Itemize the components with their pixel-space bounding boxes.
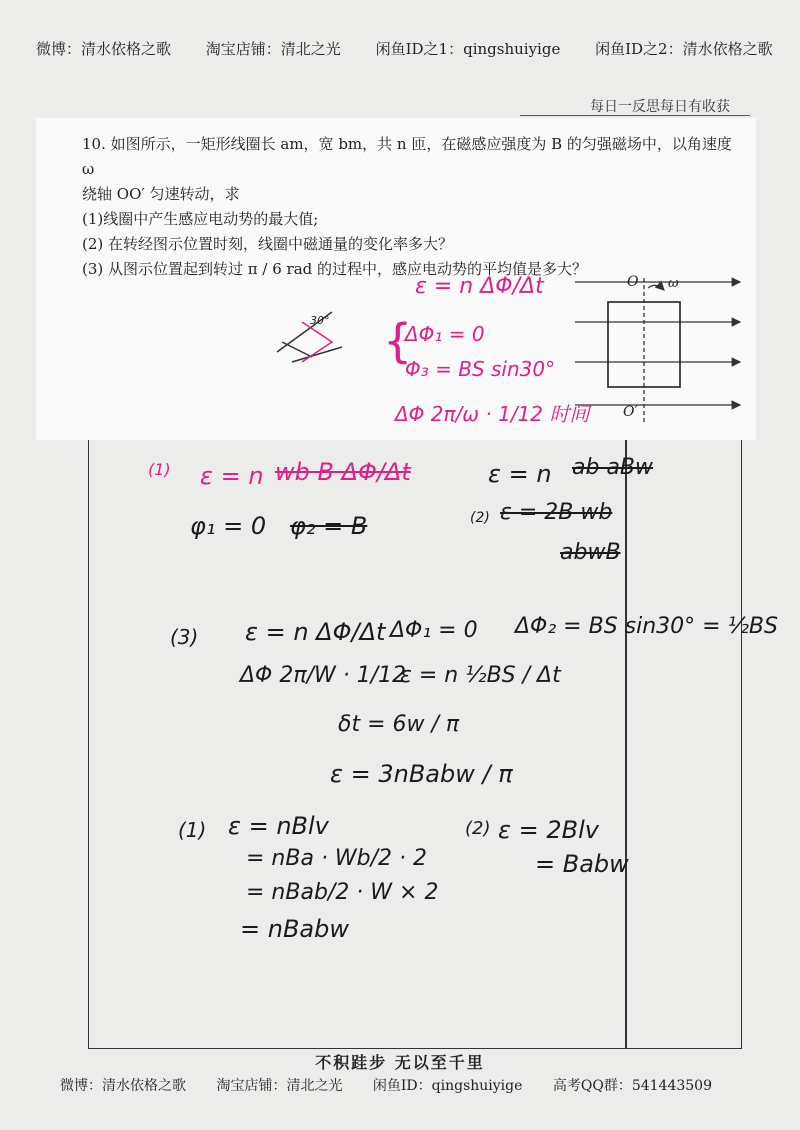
hw-b2-line2: = Babw: [535, 850, 629, 878]
coil-figure: [570, 270, 750, 430]
hw-brace-line-1: ΔΦ₁ = 0: [405, 322, 485, 346]
page-footer: [60, 1075, 780, 1095]
question-stem-1: 10. 如图所示，一矩形线圈长 am，宽 bm，共 n 匝，在磁感应强度为 B 的匀强磁场中，以角速度 ω: [82, 135, 732, 178]
hw-sketch-label: 30°: [310, 314, 330, 327]
answer-frame: [88, 440, 742, 1049]
hw-phi-line: φ₁ = 0: [190, 512, 267, 540]
header-weibo: 微博：清水依格之歌: [36, 40, 172, 58]
question-part-2: (2) 在转经图示位置时刻，线圈中磁通量的变化率多大？: [82, 235, 454, 253]
header-taobao: 淘宝店铺：清北之光: [205, 40, 341, 58]
hw-b2-line1: ε = 2Blv: [498, 816, 599, 844]
question-stem-2: 绕轴 OO′ 匀速转动，求: [82, 185, 240, 203]
hw-s1-pink: ε = n: [200, 462, 264, 490]
hw-b1-line4: = nBabw: [240, 915, 349, 943]
hw-s3-eq4: ΔΦ 2π/W · 1/12: [240, 663, 407, 688]
hw-b1-line1: ε = nBlv: [228, 812, 329, 840]
figure-label-o: O: [627, 274, 639, 290]
hw-s3-eq5: ε = n ½BS / Δt: [400, 663, 561, 688]
hw-phi-strike: φ₂ = B: [290, 512, 368, 540]
header-xianyu-1: 闲鱼ID之1：qingshuiyige: [375, 40, 561, 58]
question-text: [82, 132, 742, 282]
hw-s3-eq2: ΔΦ₁ = 0: [390, 618, 478, 643]
hw-s2-label: (2): [470, 510, 490, 526]
hw-s2-strike: ε = 2B wb: [500, 500, 613, 525]
hw-s1-right-strike: ab aBw: [572, 455, 654, 480]
question-part-3: (3) 从图示位置起到转过 π / 6 rad 的过程中，感应电动势的平均值是多大？: [82, 260, 588, 278]
hw-brace-line-3: ΔΦ 2π/ω · 1/12 时间: [395, 402, 590, 426]
question-part-1: (1)线圈中产生感应电动势的最大值;: [82, 210, 319, 228]
figure-label-omega: ω: [668, 276, 679, 291]
hw-b1-line2: = nBa · Wb/2 · 2: [246, 846, 428, 871]
hw-s3-eq7: ε = 3nBabw / π: [330, 760, 513, 788]
header-xianyu-2: 闲鱼ID之2：清水依格之歌: [595, 40, 773, 58]
hw-s1-label: (1): [148, 460, 171, 479]
figure-label-o-prime: O′: [623, 404, 638, 420]
hw-s3-eq6: δt = 6w / π: [338, 712, 460, 737]
footer-xianyu: 闲鱼ID：qingshuiyige: [372, 1078, 523, 1094]
hw-b2-label: (2): [465, 818, 491, 839]
hw-brace: {: [383, 314, 413, 368]
footer-qq: 高考QQ群：541443509: [552, 1078, 712, 1094]
footer-taobao: 淘宝店铺：清北之光: [216, 1078, 343, 1094]
hw-angle-sketch: [272, 302, 362, 372]
hw-s2-bottom: abwB: [560, 540, 621, 565]
hw-b1-line3: = nBab/2 · W × 2: [246, 880, 439, 905]
daily-motto: 每日一反思每日有收获: [590, 99, 730, 115]
hw-pink-formula: ε = n ΔΦ/Δt: [415, 274, 544, 299]
hw-s3-eq3: ΔΦ₂ = BS sin30° = ½BS: [515, 614, 778, 639]
hw-brace-line-2: Φ₃ = BS sin30°: [405, 357, 556, 381]
footer-motto: 不积跬步 无以至千里: [315, 1053, 485, 1072]
hw-s3-eq1: ε = n ΔΦ/Δt: [245, 618, 386, 646]
motto-underline: [520, 115, 750, 116]
answer-divider: [625, 440, 627, 1048]
hw-s1-strike: wb B ΔΦ/Δt: [275, 458, 411, 486]
hw-b1-label: (1): [178, 818, 207, 842]
hw-s3-label: (3): [170, 625, 199, 649]
footer-weibo: 微博：清水依格之歌: [60, 1078, 186, 1094]
page-header: [36, 38, 776, 59]
hw-s1-right: ε = n: [488, 460, 552, 488]
